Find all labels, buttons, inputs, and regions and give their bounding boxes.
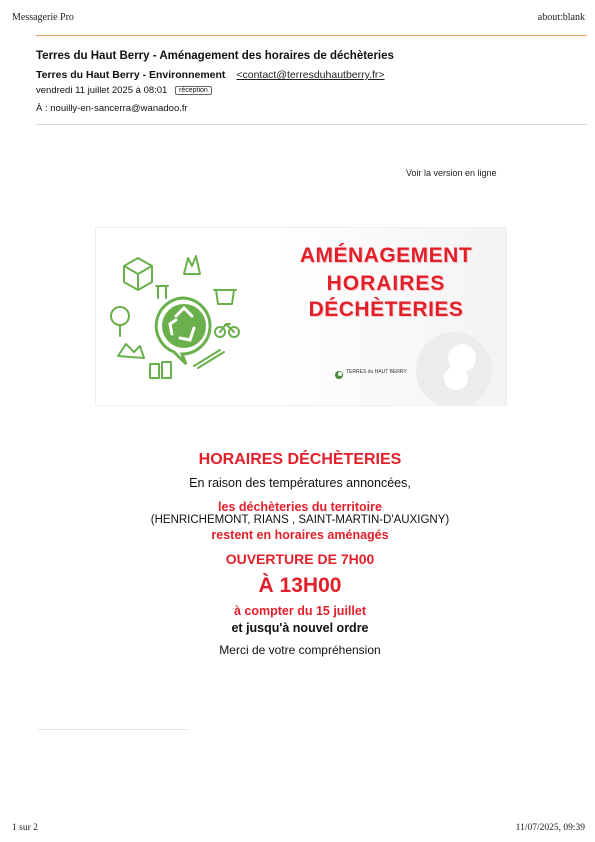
body-line-ouverture: OUVERTURE DE 7H00 (225, 551, 375, 567)
body-line-start-date: à compter du 15 juillet (234, 604, 366, 618)
thb-logo-icon (334, 370, 344, 380)
body-line-thanks: Merci de votre compréhension (219, 643, 381, 657)
banner-title-line1: AMÉNAGEMENT (299, 244, 473, 267)
body-line-temperatures: En raison des températures annoncées, (189, 476, 411, 490)
banner-image (95, 227, 507, 406)
print-header-right: about:blank (537, 12, 585, 23)
email-date (36, 85, 212, 96)
body-title: HORAIRES DÉCHÈTERIES (198, 451, 402, 468)
body-line-until-further-notice: et jusqu'à nouvel ordre (231, 621, 369, 635)
email-date-text: vendredi 11 juillet 2025 à 08:01 (36, 85, 168, 96)
print-header-left: Messagerie Pro (12, 12, 74, 23)
header-divider (36, 35, 587, 36)
banner-logo-text: TERRES du HAUT BERRY (346, 369, 407, 375)
print-footer-timestamp: 11/07/2025, 09:39 (515, 823, 585, 833)
body-divider (38, 729, 188, 730)
email-sender (36, 69, 385, 81)
folder-tag[interactable]: réception (175, 86, 212, 95)
sender-name: Terres du Haut Berry - Environnement (36, 69, 226, 81)
body-line-dechetteries: les déchèteries du territoire (218, 500, 382, 514)
email-subject: Terres du Haut Berry - Aménagement des horaires de déchèteries (36, 50, 394, 62)
email-header-separator (36, 124, 587, 125)
banner-title-line2: HORAIRES (326, 272, 446, 295)
body-line-locations: (HENRICHEMONT, RIANS , SAINT-MARTIN-D'AUXIGNY) (150, 514, 450, 526)
body-line-closing-hour: À 13H00 (258, 574, 342, 597)
email-recipient: À : nouilly-en-sancerra@wanadoo.fr (36, 103, 188, 114)
online-version-link[interactable]: Voir la version en ligne (406, 168, 497, 178)
recycling-illustration-icon (96, 228, 276, 405)
banner-title-line3: DÉCHÈTERIES (308, 298, 464, 321)
body-line-horaires-amenages: restent en horaires aménagés (211, 528, 389, 542)
print-footer-page: 1 sur 2 (12, 823, 38, 833)
sender-email-link[interactable]: <contact@terresduhautberry.fr> (236, 69, 385, 81)
